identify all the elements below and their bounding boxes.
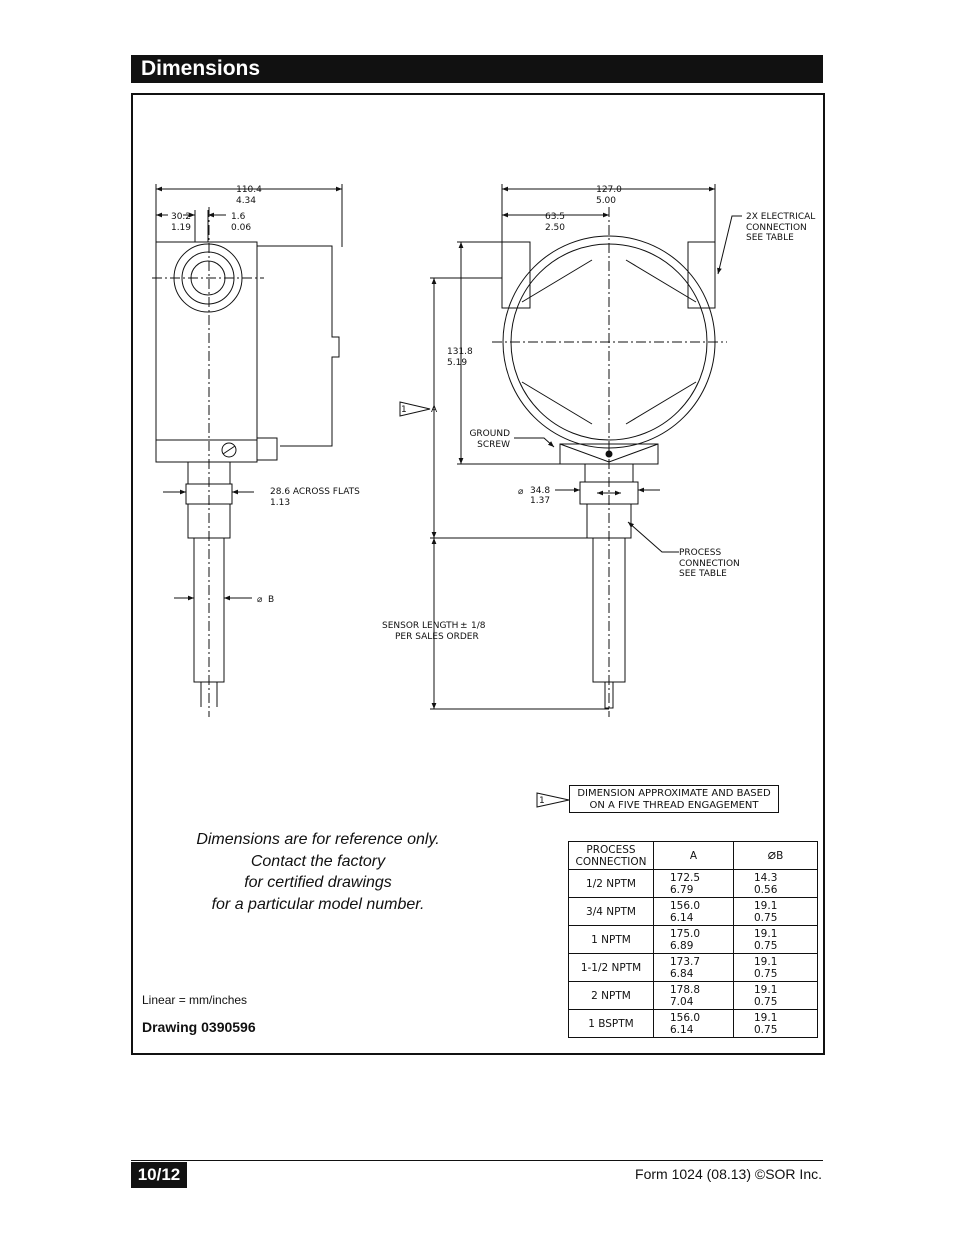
header-process-connection: PROCESS CONNECTION (569, 842, 654, 870)
section-title: Dimensions (141, 57, 261, 80)
diameter-symbol-left: ⌀ (257, 595, 263, 605)
disclaimer-line-4: for a particular model number. (211, 895, 425, 913)
electrical-note-2: CONNECTION (746, 223, 807, 233)
left-gap-in: 0.06 (231, 223, 252, 233)
sensor-length-2: PER SALES ORDER (395, 632, 479, 642)
left-offset-in: 1.19 (170, 223, 192, 233)
note-flag (536, 792, 570, 808)
note-flag-number: 1 (539, 796, 545, 806)
left-diameter-label: B (268, 595, 275, 605)
header-a: A (654, 842, 734, 870)
table-row: 1/2 NPTM 172.5 6.79 14.3 0.56 (569, 870, 818, 898)
flag-number: 1 (401, 405, 407, 415)
table-row: 2 NPTM 178.8 7.04 19.1 0.75 (569, 982, 818, 1010)
left-flats-in: 1.13 (270, 498, 291, 508)
drawing-frame (131, 93, 825, 1055)
diameter-symbol-table: ⌀ (767, 847, 777, 863)
right-half-in: 2.50 (544, 223, 566, 233)
left-width-in: 4.34 (235, 196, 257, 206)
dimension-note (569, 785, 779, 813)
disclaimer-line-3: for certified drawings (244, 874, 392, 891)
right-half-mm: 63.5 (544, 212, 566, 222)
process-note-3: SEE TABLE (679, 569, 727, 579)
table-row: 1 BSPTM 156.0 6.14 19.1 0.75 (569, 1010, 818, 1038)
table-row: 1-1/2 NPTM 173.7 6.84 19.1 0.75 (569, 954, 818, 982)
drawing-number: Drawing 0390596 (142, 1019, 256, 1035)
footer-divider (131, 1160, 823, 1161)
ground-screw-2: SCREW (477, 440, 510, 450)
left-gap-mm: 1.6 (231, 212, 246, 222)
left-width-mm: 110.4 (236, 185, 262, 195)
table-row: 3/4 NPTM 156.0 6.14 19.1 0.75 (569, 898, 818, 926)
table-header-row (569, 842, 818, 870)
process-note-2: CONNECTION (679, 559, 740, 569)
note-line-2: ON A FIVE THREAD ENGAGEMENT (589, 800, 759, 811)
form-reference: Form 1024 (08.13) ©SOR Inc. (635, 1166, 822, 1182)
disclaimer-line-2: Contact the factory (250, 852, 386, 870)
header-b: ⌀B (734, 842, 818, 870)
disclaimer-line-1: Dimensions are for reference only. (196, 831, 440, 848)
right-width-mm: 127.0 (596, 185, 622, 195)
hex-mm: 34.8 (530, 486, 551, 496)
page-number: 10/12 (131, 1162, 187, 1188)
dimension-labels (171, 185, 815, 642)
electrical-note-1: 2X ELECTRICAL (746, 212, 816, 222)
units-label: Linear = mm/inches (142, 993, 248, 1007)
reference-disclaimer (183, 829, 453, 915)
left-view (152, 184, 342, 717)
sensor-tolerance: 1/8 (471, 621, 486, 631)
electrical-note-3: SEE TABLE (746, 233, 794, 243)
ground-screw-1: GROUND (469, 429, 510, 439)
height-in: 5.19 (447, 358, 468, 368)
hex-in: 1.37 (530, 496, 551, 506)
table-row: 1 NPTM 175.0 6.89 19.1 0.75 (569, 926, 818, 954)
plus-minus-symbol: ± (460, 621, 468, 631)
sensor-length-1: SENSOR LENGTH (382, 621, 459, 631)
process-note-1: PROCESS (679, 548, 722, 558)
right-width-in: 5.00 (595, 196, 617, 206)
section-header (131, 55, 823, 83)
left-offset-mm: 30.2 (170, 212, 192, 222)
diameter-symbol-hex: ⌀ (518, 487, 524, 497)
left-flats-mm: 28.6 ACROSS FLATS (270, 487, 360, 497)
height-mm: 131.8 (447, 347, 473, 357)
flag-label-a: A (431, 405, 438, 415)
note-line-1: DIMENSION APPROXIMATE AND BASED (577, 788, 771, 799)
dimension-table (568, 841, 818, 1038)
